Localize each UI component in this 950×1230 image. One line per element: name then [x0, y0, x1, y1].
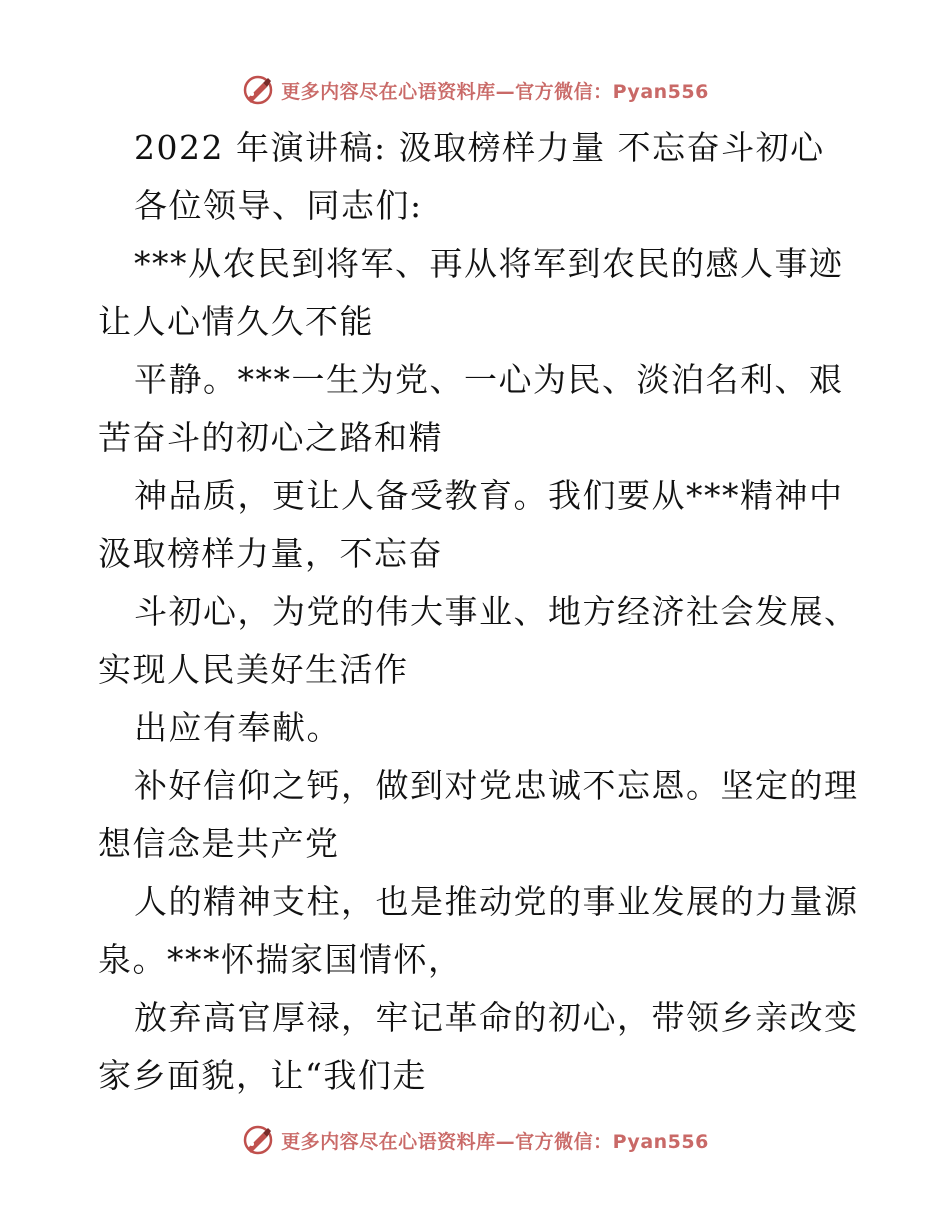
paragraph-line: 苦奋斗的初心之路和精: [98, 418, 443, 457]
paragraph-line: ***从农民到将军、再从将军到农民的感人事迹: [134, 244, 844, 283]
pen-logo-icon: [241, 1123, 275, 1157]
paragraph-line: 神品质，更让人备受教育。我们要从***精神中: [134, 476, 844, 515]
salutation: 各位领导、同志们:: [134, 186, 423, 225]
header-banner: [0, 72, 950, 108]
paragraph-line: 斗初心，为党的伟大事业、地方经济社会发展、: [134, 592, 859, 631]
paragraph-line: 人的精神支柱，也是推动党的事业发展的力量源: [134, 882, 859, 921]
header-banner-text: 更多内容尽在心语资料库—官方微信：Pyan556: [281, 80, 709, 103]
paragraph-line: 让人心情久久不能: [98, 302, 374, 341]
footer-banner-text: 更多内容尽在心语资料库—官方微信：Pyan556: [281, 1130, 709, 1153]
paragraph-line: 泉。***怀揣家国情怀，: [98, 940, 463, 979]
pen-logo-icon: [241, 73, 275, 107]
paragraph-line: 家乡面貌，让“我们走: [98, 1056, 427, 1095]
document-title: 2022 年演讲稿: 汲取榜样力量 不忘奋斗初心: [134, 128, 825, 167]
paragraph-line: 汲取榜样力量，不忘奋: [98, 534, 443, 573]
paragraph-line: 补好信仰之钙，做到对党忠诚不忘恩。坚定的理: [134, 766, 859, 805]
paragraph-line: 想信念是共产党: [98, 824, 340, 863]
paragraph-line: 平静。***一生为党、一心为民、淡泊名利、艰: [134, 360, 844, 399]
paragraph-line: 实现人民美好生活作: [98, 650, 409, 689]
footer-banner: [0, 1122, 950, 1158]
paragraph-line: 放弃高官厚禄，牢记革命的初心，带领乡亲改变: [134, 998, 859, 1037]
paragraph-line: 出应有奉献。: [134, 708, 341, 747]
